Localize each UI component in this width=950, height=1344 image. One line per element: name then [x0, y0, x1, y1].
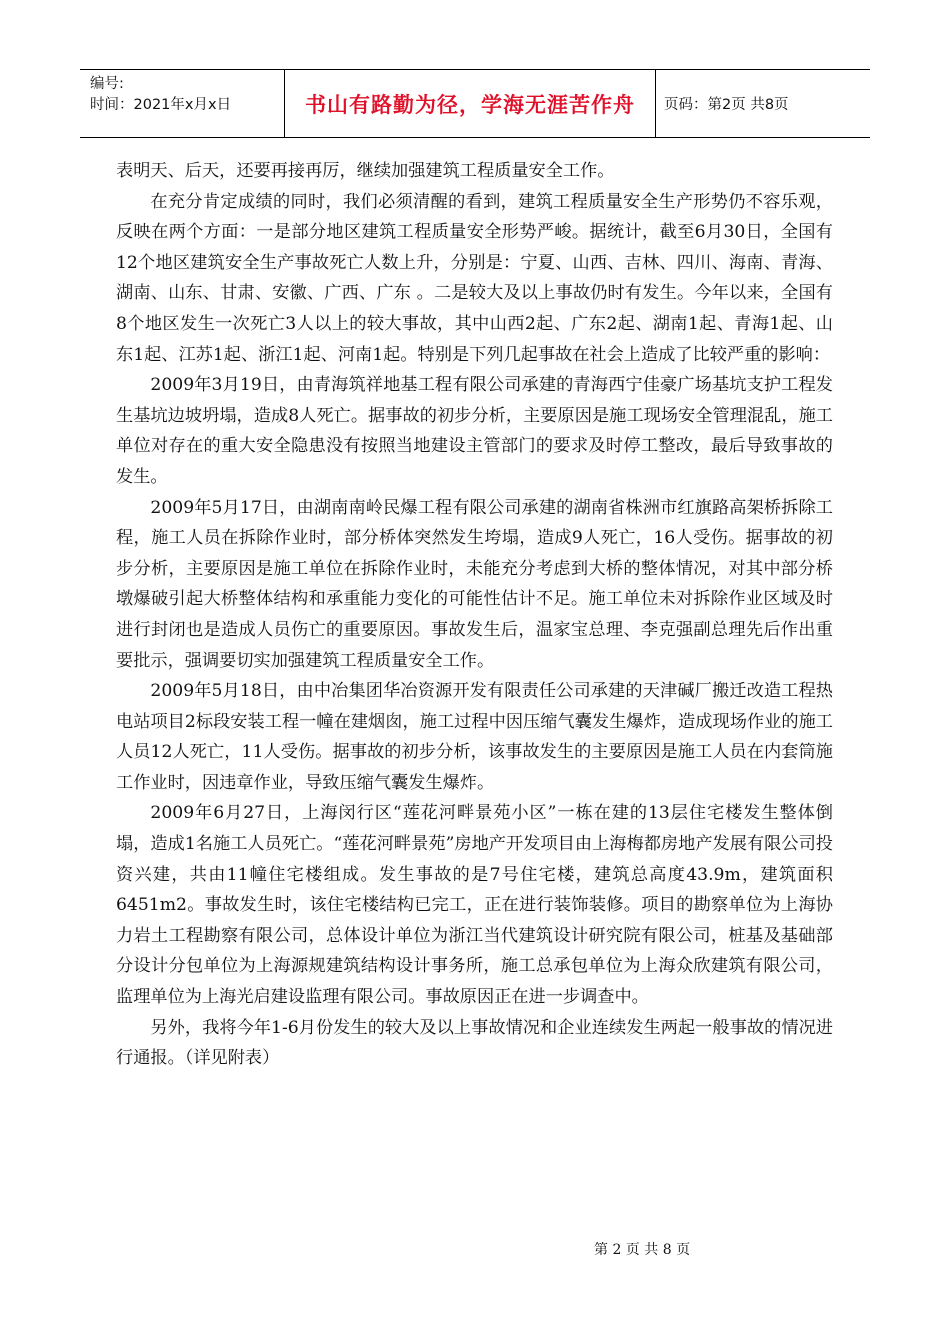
paragraph: 在充分肯定成绩的同时，我们必须清醒的看到，建筑工程质量安全生产形势仍不容乐观，反映在两个方面：一是部分地区建筑工程质量安全形势严峻。据统计，截至6月30日，全国有12个地区建筑安全生产事故死亡人数上升，分别是：宁夏、山西、吉林、四川、海南、青海、湖南、山东、甘肃、安徽、广西、广东 。二是较大及以上事故仍时有发生。今年以来，全国有8个地区发生一次死亡3人以上的较大事故，其中山西2起、广东2起、湖南1起、青海1起、山东1起、江苏1起、浙江1起、河南1起。特别是下列几起事故在社会上造成了比较严重的影响：: [116, 191, 833, 365]
header-page-info: [656, 70, 870, 137]
code-label: 编号:: [90, 76, 124, 92]
page-footer: 第 2 页 共 8 页: [594, 1242, 691, 1258]
document-body: [116, 156, 833, 1074]
paragraph: 2009年5月18日，由中冶集团华冶资源开发有限责任公司承建的天津碱厂搬迁改造工程热电站项目2标段安装工程一幢在建烟囱，施工过程中因压缩气囊发生爆炸，造成现场作业的施工人员12人死亡，11人受伤。据事故的初步分析，该事故发生的主要原因是施工人员在内套筒施工作业时，因违章作业，导致压缩气囊发生爆炸。: [116, 681, 833, 793]
motto: 书山有路勤为径，学海无涯苦作舟: [305, 92, 635, 117]
paragraph: 另外，我将今年1-6月份发生的较大及以上事故情况和企业连续发生两起一般事故的情况进行通报。（详见附表）: [116, 1017, 833, 1069]
paragraph: 表明天、后天，还要再接再厉，继续加强建筑工程质量安全工作。: [116, 161, 615, 181]
time-label: 时间：2021年x月x日: [90, 97, 232, 113]
paragraph: 2009年5月17日，由湖南南岭民爆工程有限公司承建的湖南省株洲市红旗路高架桥拆除工程，施工人员在拆除作业时，部分桥体突然发生垮塌，造成9人死亡，16人受伤。据事故的初步分析，主要原因是施工单位在拆除作业时，未能充分考虑到大桥的整体情况，对其中部分桥墩爆破引起大桥整体结构和承重能力变化的可能性估计不足。施工单位未对拆除作业区域及时进行封闭也是造成人员伤亡的重要原因。事故发生后，温家宝总理、李克强副总理先后作出重要批示，强调要切实加强建筑工程质量安全工作。: [116, 497, 833, 671]
header-motto-cell: [284, 70, 656, 137]
page-header: [80, 69, 870, 138]
header-meta: [80, 70, 284, 137]
paragraph: 2009年3月19日，由青海筑祥地基工程有限公司承建的青海西宁佳豪广场基坑支护工程发生基坑边坡坍塌，造成8人死亡。据事故的初步分析，主要原因是施工现场安全管理混乱，施工单位对存在的重大安全隐患没有按照当地建设主管部门的要求及时停工整改，最后导致事故的发生。: [116, 375, 833, 487]
page-info: 页码：第2页 共8页: [664, 97, 789, 113]
paragraph: 2009年6月27日，上海闵行区“莲花河畔景苑小区”一栋在建的13层住宅楼发生整体倒塌，造成1名施工人员死亡。“莲花河畔景苑”房地产开发项目由上海梅都房地产发展有限公司投资兴建，共由11幢住宅楼组成。发生事故的是7号住宅楼，建筑总高度43.9m，建筑面积6451m2。事故发生时，该住宅楼结构已完工，正在进行装饰装修。项目的勘察单位为上海协力岩土工程勘察有限公司，总体设计单位为浙江当代建筑设计研究院有限公司，桩基及基础部分设计分包单位为上海源规建筑结构设计事务所，施工总承包单位为上海众欣建筑有限公司，监理单位为上海光启建设监理有限公司。事故原因正在进一步调查中。: [116, 803, 833, 1008]
